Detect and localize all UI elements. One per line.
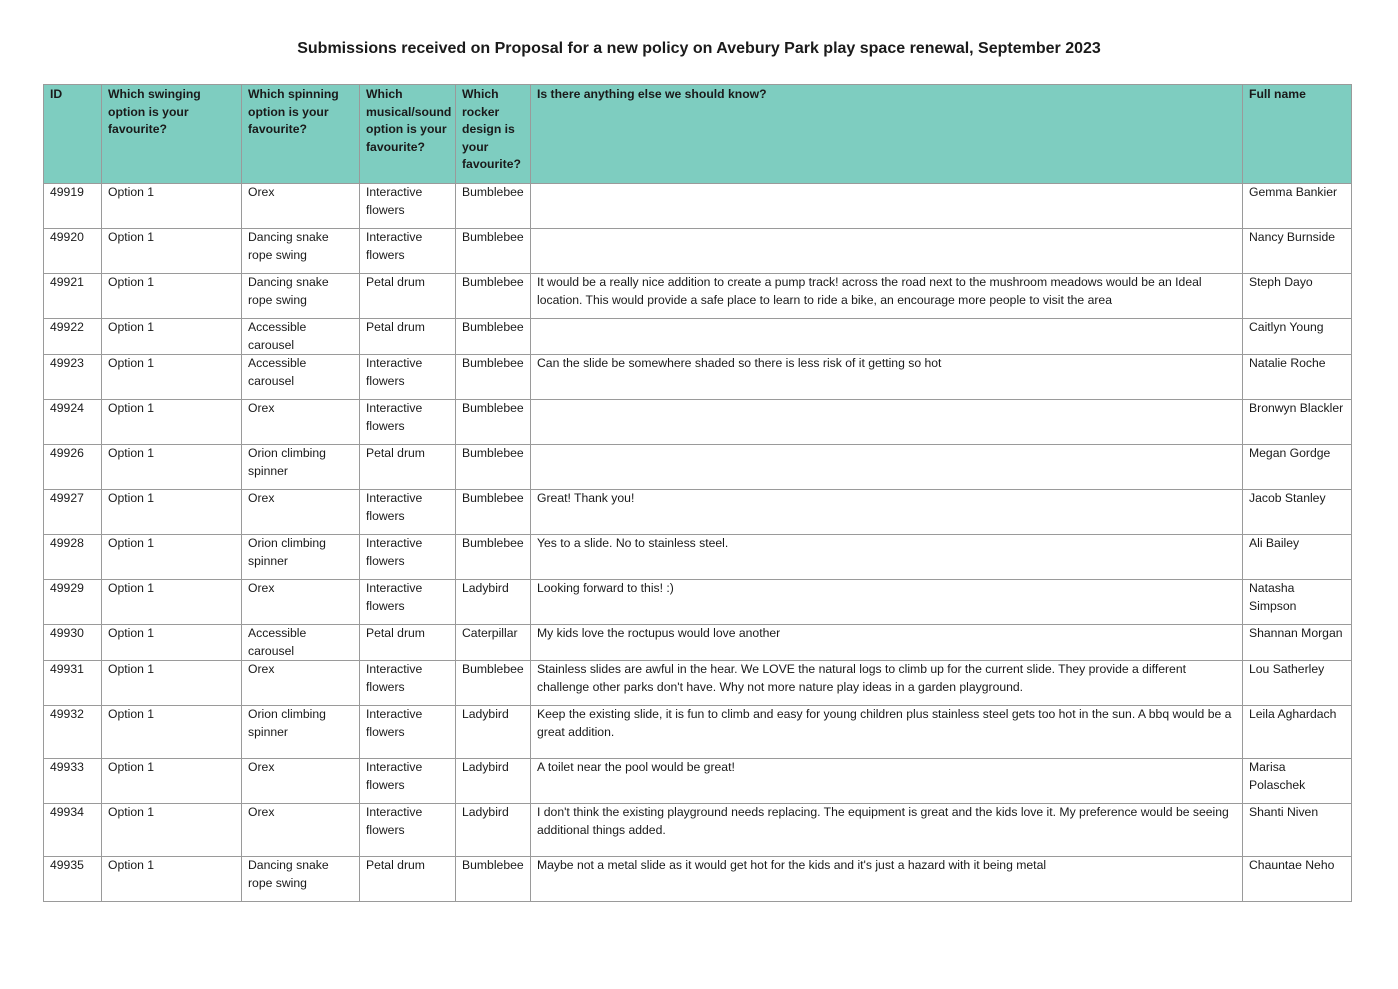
header-spinning: Which spinning option is your favourite?	[242, 85, 360, 184]
cell-id: 49935	[44, 857, 102, 902]
cell-spinning: Accessible carousel	[242, 625, 360, 661]
cell-comments: Yes to a slide. No to stainless steel.	[531, 535, 1243, 580]
header-musical: Which musical/sound option is your favourite?	[360, 85, 456, 184]
table-row	[44, 490, 1352, 535]
cell-comments	[531, 184, 1243, 229]
header-comments: Is there anything else we should know?	[531, 85, 1243, 184]
cell-comments: It would be a really nice addition to create a pump track! across the road next to the mushroom meadows would be an Ideal location. This would provide a safe place to learn to ride a bike, an encourage more people to visit the area	[531, 274, 1243, 319]
cell-name: Shanti Niven	[1243, 804, 1352, 857]
cell-musical: Interactive flowers	[360, 400, 456, 445]
cell-musical: Interactive flowers	[360, 580, 456, 625]
cell-spinning: Orex	[242, 184, 360, 229]
cell-rocker: Ladybird	[456, 759, 531, 804]
cell-id: 49924	[44, 400, 102, 445]
cell-comments	[531, 319, 1243, 355]
cell-name: Bronwyn Blackler	[1243, 400, 1352, 445]
cell-comments	[531, 400, 1243, 445]
cell-musical: Petal drum	[360, 625, 456, 661]
cell-musical: Petal drum	[360, 857, 456, 902]
table-row	[44, 445, 1352, 490]
cell-id: 49930	[44, 625, 102, 661]
cell-id: 49921	[44, 274, 102, 319]
cell-name: Nancy Burnside	[1243, 229, 1352, 274]
cell-rocker: Bumblebee	[456, 184, 531, 229]
table-row	[44, 274, 1352, 319]
cell-id: 49933	[44, 759, 102, 804]
cell-musical: Interactive flowers	[360, 759, 456, 804]
cell-swinging: Option 1	[102, 490, 242, 535]
header-id: ID	[44, 85, 102, 184]
table-row	[44, 804, 1352, 857]
cell-swinging: Option 1	[102, 804, 242, 857]
cell-musical: Petal drum	[360, 445, 456, 490]
cell-name: Chauntae Neho	[1243, 857, 1352, 902]
cell-spinning: Orex	[242, 804, 360, 857]
cell-rocker: Bumblebee	[456, 661, 531, 706]
cell-name: Leila Aghardach	[1243, 706, 1352, 759]
cell-musical: Interactive flowers	[360, 355, 456, 400]
cell-name: Ali Bailey	[1243, 535, 1352, 580]
page-title: Submissions received on Proposal for a new policy on Avebury Park play space renewal, September 2023	[297, 40, 1101, 57]
cell-spinning: Dancing snake rope swing	[242, 229, 360, 274]
cell-swinging: Option 1	[102, 319, 242, 355]
cell-rocker: Bumblebee	[456, 355, 531, 400]
cell-comments: Can the slide be somewhere shaded so there is less risk of it getting so hot	[531, 355, 1243, 400]
header-row	[44, 85, 1352, 184]
cell-rocker: Caterpillar	[456, 625, 531, 661]
cell-musical: Interactive flowers	[360, 535, 456, 580]
table-row	[44, 319, 1352, 355]
cell-swinging: Option 1	[102, 625, 242, 661]
cell-name: Natasha Simpson	[1243, 580, 1352, 625]
cell-spinning: Orex	[242, 661, 360, 706]
cell-comments	[531, 445, 1243, 490]
cell-id: 49923	[44, 355, 102, 400]
cell-musical: Interactive flowers	[360, 804, 456, 857]
cell-comments: Stainless slides are awful in the hear. We LOVE the natural logs to climb up for the current slide. They provide a different challenge other parks don't have. Why not more nature play ideas in a garden playground.	[531, 661, 1243, 706]
cell-swinging: Option 1	[102, 759, 242, 804]
cell-musical: Interactive flowers	[360, 184, 456, 229]
cell-spinning: Orex	[242, 759, 360, 804]
cell-swinging: Option 1	[102, 274, 242, 319]
cell-name: Natalie Roche	[1243, 355, 1352, 400]
table-row	[44, 400, 1352, 445]
table-row	[44, 229, 1352, 274]
cell-name: Caitlyn Young	[1243, 319, 1352, 355]
cell-rocker: Ladybird	[456, 804, 531, 857]
cell-rocker: Bumblebee	[456, 400, 531, 445]
cell-comments: Keep the existing slide, it is fun to climb and easy for young children plus stainless steel gets too hot in the sun. A bbq would be a great addition.	[531, 706, 1243, 759]
cell-id: 49932	[44, 706, 102, 759]
cell-rocker: Ladybird	[456, 706, 531, 759]
cell-id: 49928	[44, 535, 102, 580]
header-rocker: Which rocker design is your favourite?	[456, 85, 531, 184]
table-row	[44, 857, 1352, 902]
cell-musical: Interactive flowers	[360, 706, 456, 759]
cell-spinning: Orion climbing spinner	[242, 535, 360, 580]
cell-comments: I don't think the existing playground needs replacing. The equipment is great and the kids love it. My preference would be seeing additional things added.	[531, 804, 1243, 857]
cell-comments	[531, 229, 1243, 274]
cell-rocker: Bumblebee	[456, 274, 531, 319]
cell-id: 49927	[44, 490, 102, 535]
table-row	[44, 759, 1352, 804]
cell-swinging: Option 1	[102, 706, 242, 759]
cell-musical: Interactive flowers	[360, 661, 456, 706]
cell-swinging: Option 1	[102, 229, 242, 274]
cell-swinging: Option 1	[102, 535, 242, 580]
cell-musical: Interactive flowers	[360, 229, 456, 274]
cell-name: Jacob Stanley	[1243, 490, 1352, 535]
cell-name: Marisa Polaschek	[1243, 759, 1352, 804]
cell-spinning: Accessible carousel	[242, 319, 360, 355]
cell-swinging: Option 1	[102, 184, 242, 229]
cell-comments: Great! Thank you!	[531, 490, 1243, 535]
cell-id: 49929	[44, 580, 102, 625]
cell-name: Gemma Bankier	[1243, 184, 1352, 229]
cell-id: 49920	[44, 229, 102, 274]
cell-id: 49934	[44, 804, 102, 857]
table-row	[44, 661, 1352, 706]
cell-name: Shannan Morgan	[1243, 625, 1352, 661]
cell-spinning: Dancing snake rope swing	[242, 857, 360, 902]
cell-swinging: Option 1	[102, 355, 242, 400]
cell-rocker: Bumblebee	[456, 490, 531, 535]
cell-spinning: Accessible carousel	[242, 355, 360, 400]
cell-swinging: Option 1	[102, 580, 242, 625]
cell-rocker: Bumblebee	[456, 857, 531, 902]
cell-id: 49919	[44, 184, 102, 229]
cell-rocker: Bumblebee	[456, 319, 531, 355]
submissions-table	[43, 84, 1352, 902]
cell-rocker: Bumblebee	[456, 535, 531, 580]
cell-rocker: Bumblebee	[456, 229, 531, 274]
cell-name: Steph Dayo	[1243, 274, 1352, 319]
cell-spinning: Orex	[242, 490, 360, 535]
table-row	[44, 625, 1352, 661]
cell-swinging: Option 1	[102, 445, 242, 490]
table-row	[44, 580, 1352, 625]
header-name: Full name	[1243, 85, 1352, 184]
cell-comments: Looking forward to this! :)	[531, 580, 1243, 625]
cell-comments: Maybe not a metal slide as it would get hot for the kids and it's just a hazard with it being metal	[531, 857, 1243, 902]
cell-musical: Petal drum	[360, 274, 456, 319]
cell-spinning: Orex	[242, 400, 360, 445]
table-row	[44, 184, 1352, 229]
cell-spinning: Orion climbing spinner	[242, 706, 360, 759]
table-row	[44, 535, 1352, 580]
cell-swinging: Option 1	[102, 400, 242, 445]
cell-spinning: Dancing snake rope swing	[242, 274, 360, 319]
cell-id: 49931	[44, 661, 102, 706]
cell-id: 49926	[44, 445, 102, 490]
cell-musical: Petal drum	[360, 319, 456, 355]
cell-spinning: Orion climbing spinner	[242, 445, 360, 490]
cell-rocker: Bumblebee	[456, 445, 531, 490]
table-row	[44, 355, 1352, 400]
cell-name: Lou Satherley	[1243, 661, 1352, 706]
cell-swinging: Option 1	[102, 661, 242, 706]
cell-id: 49922	[44, 319, 102, 355]
cell-swinging: Option 1	[102, 857, 242, 902]
cell-rocker: Ladybird	[456, 580, 531, 625]
cell-spinning: Orex	[242, 580, 360, 625]
cell-musical: Interactive flowers	[360, 490, 456, 535]
cell-comments: A toilet near the pool would be great!	[531, 759, 1243, 804]
table-row	[44, 706, 1352, 759]
header-swinging: Which swinging option is your favourite?	[102, 85, 242, 184]
cell-comments: My kids love the roctupus would love another	[531, 625, 1243, 661]
cell-name: Megan Gordge	[1243, 445, 1352, 490]
